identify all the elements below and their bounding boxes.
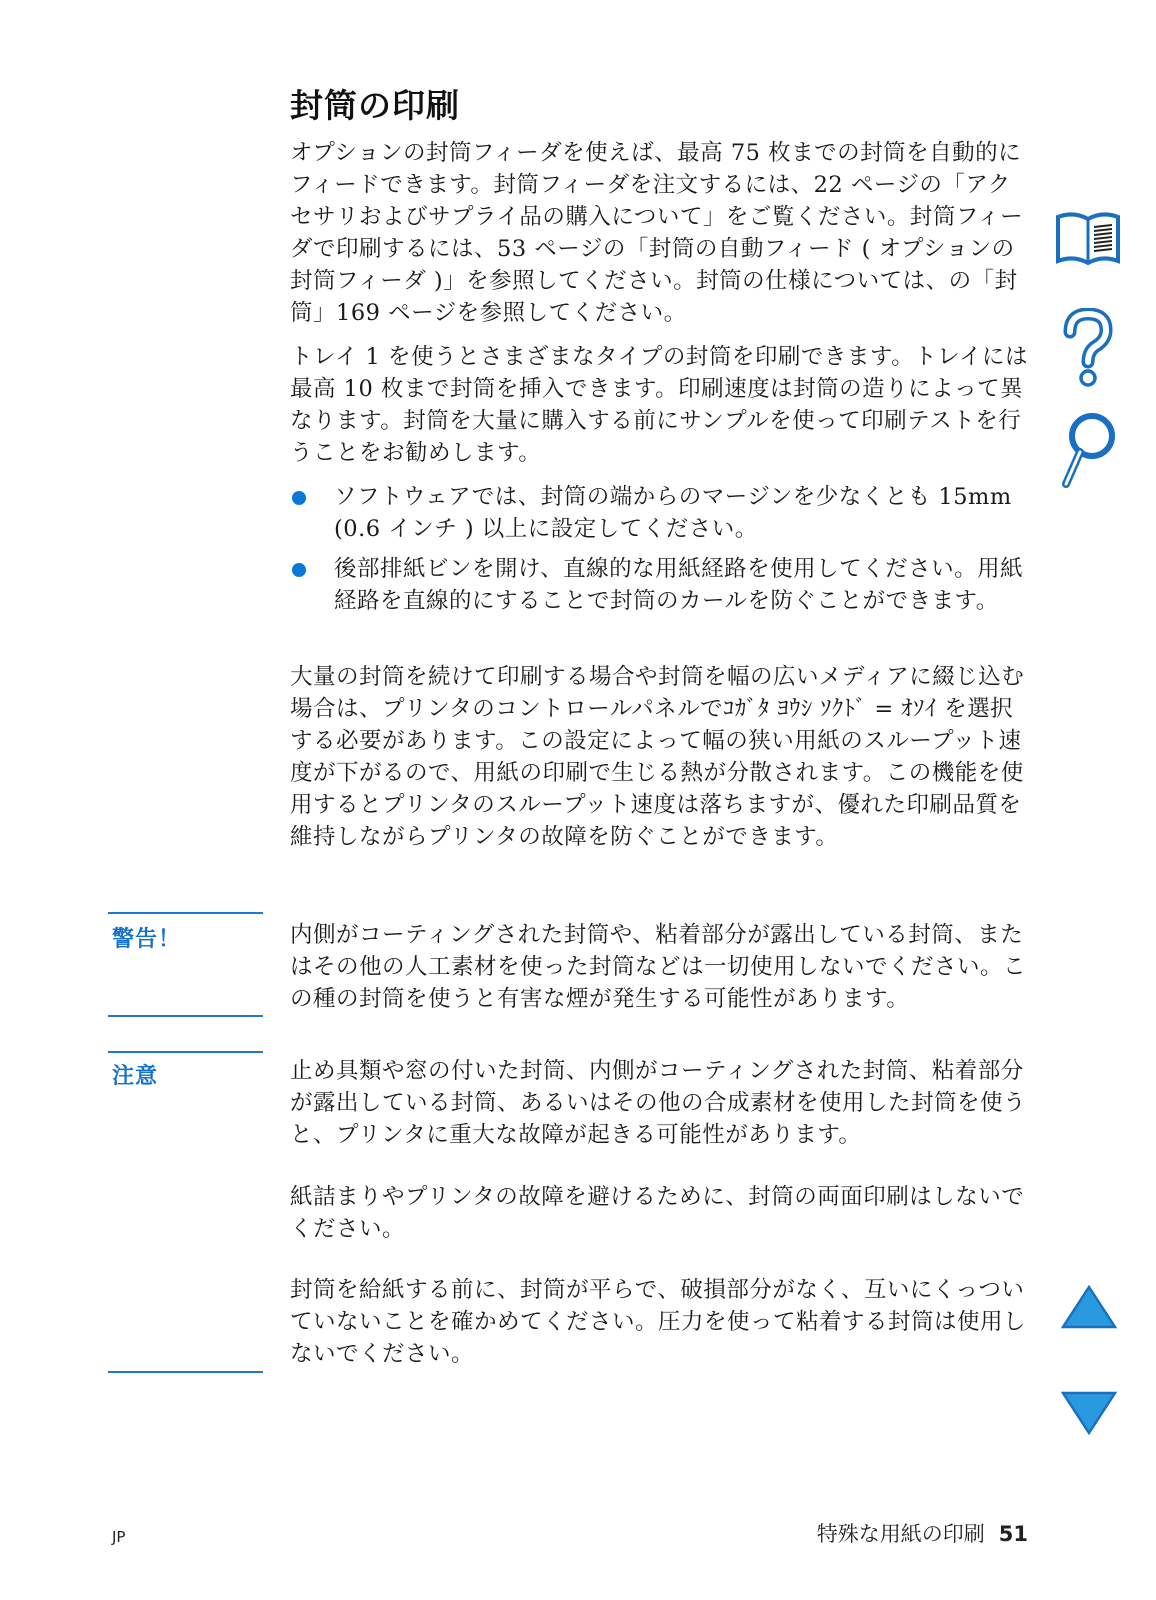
- previous-page-arrow-icon[interactable]: [1060, 1284, 1118, 1334]
- bullet-dot-icon: [292, 491, 306, 505]
- caution-bottom-rule: [108, 1371, 263, 1373]
- bullet-text: ソフトウェアでは、封筒の端からのマージンを少なくとも 15mm (0.6 インチ ) 以上に設定してください。: [334, 484, 1012, 542]
- next-page-arrow-icon[interactable]: [1060, 1390, 1118, 1440]
- page-number: 51: [998, 1522, 1028, 1546]
- caution-paragraph-3: 封筒を給紙する前に、封筒が平らで、破損部分がなく、互いにくっついていないことを確かめてください。圧力を使って粘着する封筒は使用しないでください。: [290, 1277, 1027, 1367]
- intro-paragraph: オプションの封筒フィーダを使えば、最高 75 枚までの封筒を自動的にフィードできます。封筒フィーダを注文するには、22 ページの「アクセサリおよびサプライ品の購入について」をご覧ください。封筒フィーダで印刷するには、53 ページの「封筒の自動フィード ( オプションの封筒フィーダ )」を参照してください。封筒の仕様については、の「封筒」169 ページを参照してください。: [290, 140, 1024, 326]
- warning-text: 内側がコーティングされた封筒や、粘着部分が露出している封筒、またはその他の人工素材を使った封筒などは一切使用しないでください。この種の封筒を使うと有害な煙が発生する可能性があります。: [290, 922, 1027, 1012]
- list-item: [290, 481, 1030, 545]
- footer-language: JP: [112, 1528, 126, 1546]
- caution-paragraph-1: 止め具類や窓の付いた封筒、内側がコーティングされた封筒、粘着部分が露出している封筒、あるいはその他の合成素材を使用した封筒を使うと、プリンタに重大な故障が起きる可能性があります。: [290, 1058, 1027, 1148]
- warning-label: 警告！: [112, 927, 182, 952]
- caution-label: 注意: [112, 1064, 159, 1089]
- caution-paragraph-2: 紙詰まりやプリンタの故障を避けるために、封筒の両面印刷はしないでください。: [290, 1184, 1025, 1242]
- footer-section-title: 特殊な用紙の印刷: [816, 1522, 985, 1546]
- footer: [817, 1518, 1028, 1548]
- warning-bottom-rule: [108, 1015, 263, 1017]
- bulk-printing-paragraph: 大量の封筒を続けて印刷する場合や封筒を幅の広いメディアに綴じ込む場合は、プリンタのコントロールパネルでｺｶﾞﾀ ﾖｳｼ ｿｸﾄﾞ = ｵｿｲ を選択する必要があります。この設定によって幅の狭い用紙のスループット速度が下がるので、用紙の印刷で生じる熱が分散されます。この機能を使用するとプリンタのスループット速度は落ちますが、優れた印刷品質を維持しながらプリンタの故障を防ぐことができます。: [290, 664, 1025, 850]
- page-title: 封筒の印刷: [290, 86, 460, 125]
- warning-top-rule: [108, 912, 263, 914]
- help-question-icon[interactable]: [1058, 308, 1118, 392]
- bullet-text: 後部排紙ビンを開け、直線的な用紙経路を使用してください。用紙経路を直線的にすることで封筒のカールを防ぐことができます。: [334, 556, 1024, 614]
- book-icon[interactable]: [1052, 205, 1124, 273]
- list-item: [290, 553, 1030, 617]
- caution-top-rule: [108, 1051, 263, 1053]
- search-magnifier-icon[interactable]: [1060, 408, 1120, 496]
- bullet-dot-icon: [292, 563, 306, 577]
- tray1-paragraph: トレイ 1 を使うとさまざまなタイプの封筒を印刷できます。トレイには最高 10 枚まで封筒を挿入できます。印刷速度は封筒の造りによって異なります。封筒を大量に購入する前にサンプルを使って印刷テストを行うことをお勧めします。: [290, 344, 1028, 466]
